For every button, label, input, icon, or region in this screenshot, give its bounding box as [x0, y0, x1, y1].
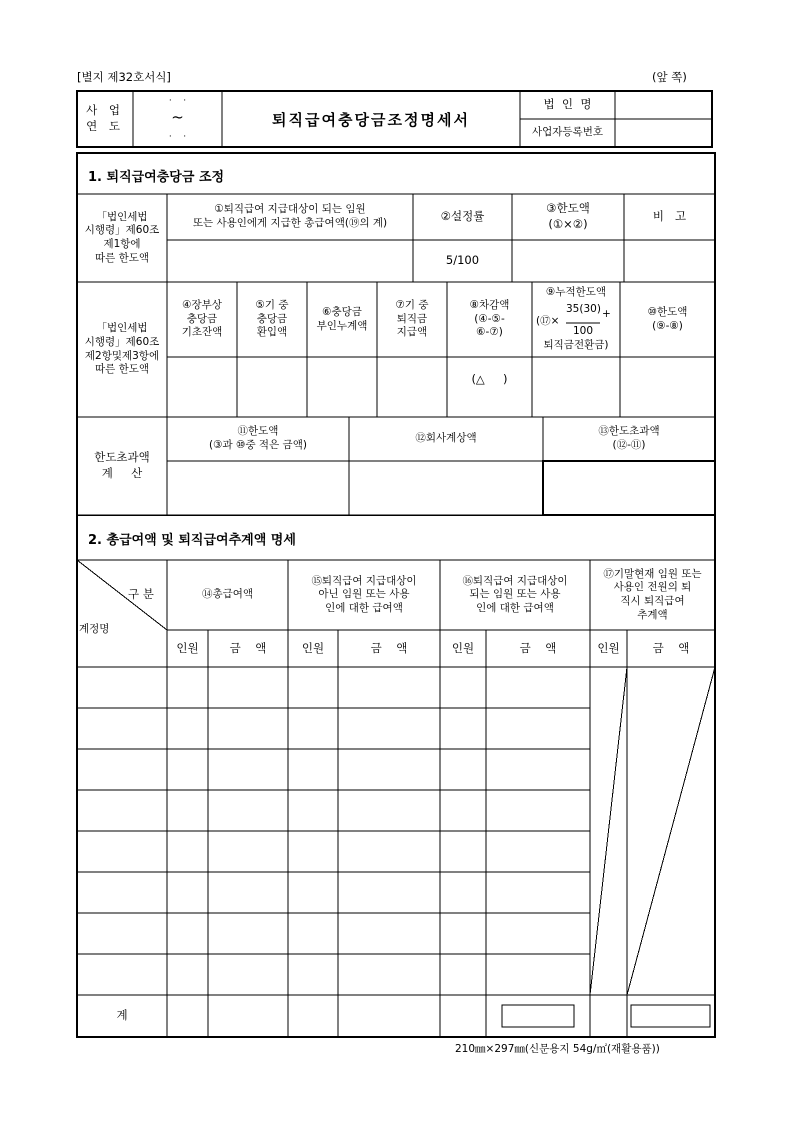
- eligible-col-header: ⑯퇴직급여 지급대상이 되는 임원 또는 사용 인에 대한 급여액: [462, 574, 568, 614]
- book-reserve-field[interactable]: [168, 358, 236, 416]
- year-start-dots: · ·: [168, 96, 187, 106]
- estimated-col-header: ⑰기말현재 임원 또는 사용인 전원의 퇴 직시 퇴직급여 추계액: [603, 567, 702, 621]
- cumulative-formula-suffix: 퇴직금전환금): [543, 339, 609, 351]
- persons-header-17: 인원: [597, 640, 620, 655]
- account-name-label: 계정명: [79, 623, 110, 635]
- biz-reg-number-field[interactable]: [616, 120, 711, 146]
- total-salary-field[interactable]: [168, 241, 412, 281]
- section1-title: 1. 퇴직급여충당금 조정: [88, 170, 225, 185]
- year-end-dots: · ·: [168, 132, 187, 142]
- rate-value: 5/100: [445, 253, 480, 268]
- limit-header: ③한도액 (①×②): [546, 201, 590, 231]
- amount-header-14: 금 액: [229, 640, 267, 655]
- persons-header-16: 인원: [451, 640, 475, 655]
- company-amount-field[interactable]: [350, 462, 542, 514]
- limit-10-field[interactable]: [621, 358, 714, 416]
- business-year-label: 사 업 연 도: [86, 103, 124, 133]
- form-number-label: [별지 제32호서식]: [77, 70, 171, 84]
- reversal-header: ⑤기 중 충당금 환입액: [255, 299, 289, 339]
- denied-accum-header: ⑥충당금 부인누계액: [316, 305, 368, 332]
- cumulative-limit-header: ⑨누적한도액: [545, 286, 607, 298]
- amount-header-15: 금 액: [370, 640, 408, 655]
- total-estimated-amount-field[interactable]: [632, 1006, 709, 1026]
- row2-label: 「법인세법 시행령」제60조 제2항및제3항에 따른 한도액: [84, 322, 160, 376]
- non-eligible-col-header: ⑮퇴직급여 지급대상이 아닌 임원 또는 사용 인에 대한 급여액: [311, 574, 417, 614]
- total-salary-header: ①퇴직급여 지급대상이 되는 임원 또는 사용인에게 지급한 총급여액(⑲의 계): [192, 203, 388, 229]
- biz-reg-number-label: 사업자등록번호: [531, 126, 603, 139]
- total-row-label: 계: [116, 1008, 128, 1023]
- amount-header-16: 금 액: [519, 640, 557, 655]
- remarks-field[interactable]: [625, 241, 714, 281]
- cumulative-limit-field[interactable]: [533, 358, 619, 416]
- limit-11-field[interactable]: [168, 462, 348, 514]
- excess-header: ⑬한도초과액 (⑫-⑪): [598, 425, 660, 451]
- year-range-tilde: ~: [171, 108, 184, 126]
- book-reserve-header: ④장부상 충당금 기초잔액: [181, 299, 223, 339]
- company-amount-header: ⑫회사계상액: [415, 432, 477, 445]
- page-title: 퇴직급여충당금조정명세서: [272, 110, 470, 129]
- corp-name-field[interactable]: [616, 92, 711, 118]
- row1-label: 「법인세법 시행령」제60조 제1항에 따른 한도액: [84, 210, 160, 264]
- limit-field[interactable]: [513, 241, 623, 281]
- remarks-header: 비 고: [652, 209, 687, 224]
- cumulative-rate-numerator: 35(30): [566, 303, 601, 315]
- page-side-label: (앞 쪽): [652, 70, 687, 84]
- limit-11-header: ⑪한도액 (③과 ⑩중 적은 금액): [209, 425, 307, 451]
- total-eligible-amount-field[interactable]: [503, 1006, 573, 1026]
- amount-header-17: 금 액: [652, 640, 690, 655]
- category-label: 구 분: [128, 587, 154, 601]
- paper-spec: 210㎜×297㎜(신문용지 54g/㎡(재활용품)): [455, 1043, 660, 1055]
- corp-name-label: 법 인 명: [543, 97, 592, 112]
- cumulative-formula-prefix: (⑰×: [536, 315, 560, 327]
- persons-header-15: 인원: [301, 640, 325, 655]
- limit-10-header: ⑩한도액 (⑨-⑧): [647, 305, 688, 332]
- reversal-field[interactable]: [238, 358, 306, 416]
- row3-label: 한도초과액 계 산: [94, 450, 150, 480]
- cumulative-rate-denominator: 100: [572, 325, 594, 337]
- cumulative-formula-plus: +: [602, 308, 611, 320]
- denied-accum-field[interactable]: [308, 358, 376, 416]
- total-salary-col-header: ⑭총급여액: [201, 588, 254, 601]
- excess-field[interactable]: [545, 463, 713, 513]
- difference-header: ⑧차감액 (④-⑤- ⑥-⑦): [469, 299, 510, 339]
- persons-header-14: 인원: [176, 640, 199, 655]
- rate-header: ②설정률: [440, 209, 485, 224]
- retirement-paid-header: ⑦기 중 퇴직금 지급액: [395, 299, 429, 339]
- retirement-paid-field[interactable]: [378, 358, 446, 416]
- section2-title: 2. 총급여액 및 퇴직급여추계액 명세: [88, 533, 296, 548]
- difference-delta: (△ ): [471, 371, 508, 386]
